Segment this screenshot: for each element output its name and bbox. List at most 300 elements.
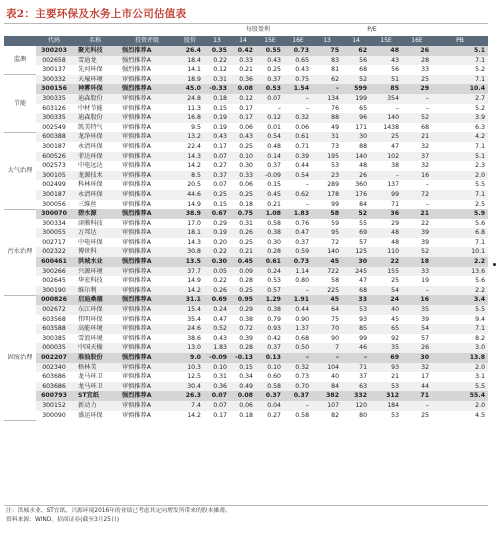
table-row <box>4 267 488 277</box>
cell-e15: 0.27 <box>267 411 281 419</box>
cell-rating: 审慎推荐A <box>118 228 176 238</box>
cell-e13: 0.18 <box>204 94 230 104</box>
cell-p13: 83 <box>312 56 342 66</box>
cell-e13: 0.07 <box>204 391 230 401</box>
cell-p14: 84 <box>359 200 368 208</box>
cell-rating: 强烈推荐A <box>118 46 176 56</box>
cell-e14: 0.06 <box>230 401 256 411</box>
cell-e16: 0.32 <box>284 363 312 373</box>
cell-p14: 52 <box>342 75 370 85</box>
cell-p13: 40 <box>331 373 340 381</box>
cell-e16: – <box>284 94 312 104</box>
cell-p15: 1438 <box>383 123 400 131</box>
cell-pb: 7.1 <box>475 238 486 246</box>
cell-name: 凯美特气 <box>78 123 103 131</box>
cell-price: 14.3 <box>187 238 201 246</box>
cell-price: 9.0 <box>176 353 204 363</box>
cell-e13: 0.22 <box>213 277 227 285</box>
cell-e13: 0.19 <box>204 113 230 123</box>
table-title: 表2：主要环保及水务上市公司估值表 <box>6 8 187 20</box>
cell-name: 龙净环保 <box>72 132 118 142</box>
cell-p15: 48 <box>370 46 402 56</box>
cell-p16: 26 <box>402 46 432 56</box>
cell-e13: 0.31 <box>204 75 230 85</box>
section-label: 大气治理 <box>4 132 36 209</box>
section-label: 监测 <box>4 46 36 75</box>
cell-pb: 3.4 <box>432 295 488 305</box>
cell-e13: 0.15 <box>213 104 227 112</box>
cell-e15: – <box>277 104 281 112</box>
table-row <box>4 372 488 382</box>
cell-rating: 审慎推荐A <box>122 219 151 227</box>
cell-p14: 140 <box>342 152 370 162</box>
cell-e15: 0.58 <box>267 219 281 227</box>
cell-p15: 110 <box>370 247 402 257</box>
cell-pb: 2.0 <box>432 401 488 411</box>
cell-rating: 审慎推荐A <box>122 123 151 131</box>
cell-code: 300187 <box>36 190 72 200</box>
cell-price: 20.5 <box>187 181 201 189</box>
cell-p13: 70 <box>312 324 342 334</box>
table-row <box>4 305 488 315</box>
table-row <box>4 171 488 181</box>
cell-p16: 16 <box>402 171 432 181</box>
cell-p13: 58 <box>312 209 342 219</box>
cell-e16: 0.73 <box>295 373 310 381</box>
cell-e15: 0.13 <box>256 353 284 363</box>
cell-e14: -0.13 <box>230 353 256 363</box>
cell-e14: 0.25 <box>239 142 253 150</box>
cell-p13: 31 <box>312 132 342 142</box>
cell-price: 14.2 <box>176 286 204 296</box>
cell-e14: 0.12 <box>230 94 256 104</box>
cell-p13: 84 <box>312 382 342 392</box>
cell-e15: 1.29 <box>256 295 284 305</box>
column-header: 投资评级 <box>118 36 176 46</box>
table-row <box>4 123 488 133</box>
table-row <box>4 324 488 334</box>
cell-p14: 47 <box>359 277 368 285</box>
cell-p16: 21 <box>402 132 432 142</box>
cell-rating: 审慎推荐A <box>118 267 176 277</box>
cell-e14: 0.25 <box>230 190 256 200</box>
cell-p13: 23 <box>312 171 342 181</box>
cell-rating: 强烈推荐A <box>118 84 176 94</box>
cell-p13: 58 <box>331 277 340 285</box>
cell-p14: 332 <box>342 391 370 401</box>
cell-p16: 32 <box>421 142 430 150</box>
cell-p13: 75 <box>331 315 340 323</box>
cell-name: 永清环保 <box>72 190 118 200</box>
cell-p14: 120 <box>342 401 370 411</box>
cell-e15: 0.28 <box>256 247 284 257</box>
cell-e16: 0.73 <box>284 257 312 267</box>
cell-p16: 33 <box>421 66 430 74</box>
cell-e15: 0.04 <box>256 401 284 411</box>
eps-group-header: 每股盈利 <box>204 24 312 37</box>
cell-p15: 22 <box>370 257 402 267</box>
cell-pb: 5.6 <box>475 277 486 285</box>
cell-e14: 0.75 <box>230 209 256 219</box>
cell-name: 龙马环卫 <box>78 373 103 381</box>
cell-pb: 2.0 <box>432 363 488 373</box>
cell-p14: 88 <box>359 142 368 150</box>
cell-e16: 0.76 <box>295 219 310 227</box>
cell-p13: 75 <box>312 46 342 56</box>
table-row <box>4 180 488 190</box>
cell-e15: 0.24 <box>256 267 284 277</box>
cell-p13: 107 <box>312 401 342 411</box>
cell-price: 13.5 <box>176 257 204 267</box>
cell-rating: 审慎推荐A <box>118 113 176 123</box>
cell-e13: 0.07 <box>204 401 230 411</box>
cell-p13: – <box>312 353 342 363</box>
cell-code: 300190 <box>36 286 72 296</box>
cell-e15: 0.37 <box>267 162 281 170</box>
cell-name: 中材节能 <box>78 104 103 112</box>
cell-name: 维尔利 <box>72 286 118 296</box>
cell-e14: 0.29 <box>230 305 256 315</box>
cell-p14: 30 <box>342 257 370 267</box>
cell-e14: 0.08 <box>230 391 256 401</box>
cell-price: 18.4 <box>176 56 204 66</box>
cell-p13: 178 <box>312 190 342 200</box>
cell-rating: 审慎推荐A <box>122 181 151 189</box>
cell-e15: 0.58 <box>256 382 284 392</box>
cell-p16: 57 <box>421 334 430 342</box>
cell-p14: 65 <box>359 104 368 112</box>
cell-e15: 0.07 <box>256 94 284 104</box>
cell-p14: 52 <box>342 209 370 219</box>
cell-p16: – <box>402 94 432 104</box>
scroll-marker <box>493 263 496 266</box>
cell-pb: 5.1 <box>432 152 488 162</box>
section-label: 固废治理 <box>4 295 36 420</box>
cell-p15: 21 <box>391 373 400 381</box>
table-row <box>4 315 488 325</box>
cell-p13: 140 <box>312 247 342 257</box>
cell-code: 002717 <box>42 238 66 246</box>
cell-code: 300203 <box>36 46 72 56</box>
cell-code: 300332 <box>36 75 72 85</box>
cell-pb: 10.4 <box>432 84 488 94</box>
cell-e16: 0.68 <box>295 334 310 342</box>
cell-e16: 0.70 <box>284 382 312 392</box>
cell-name: 盛运环保 <box>78 411 103 419</box>
cell-e13: 0.27 <box>213 162 227 170</box>
cell-p15: 92 <box>391 334 400 342</box>
cell-name: 龙源技术 <box>72 171 118 181</box>
cell-p14: 171 <box>355 123 368 131</box>
pe-group-header: P/E <box>312 24 432 37</box>
cell-p13: 134 <box>312 94 342 104</box>
cell-p13: 82 <box>331 411 340 419</box>
cell-p14: 176 <box>342 190 370 200</box>
cell-e13: 0.67 <box>204 209 230 219</box>
cell-code: 600526 <box>36 152 72 162</box>
cell-name: 碧水源 <box>72 209 118 219</box>
table-row <box>4 257 488 267</box>
cell-code: 002658 <box>36 56 72 66</box>
cell-p13: 225 <box>312 286 342 296</box>
cell-p16: 54 <box>402 324 432 334</box>
cell-e15: 0.45 <box>256 190 284 200</box>
cell-price: 13.2 <box>176 132 204 142</box>
cell-e14: 0.28 <box>230 343 256 353</box>
cell-e13: 0.31 <box>213 373 227 381</box>
table-row <box>4 391 488 401</box>
cell-price: 24.6 <box>176 324 204 334</box>
cell-pb: 2.2 <box>432 257 488 267</box>
cell-pb: 5.5 <box>475 181 486 189</box>
cell-e13: 0.69 <box>204 295 230 305</box>
cell-price: 10.3 <box>176 363 204 373</box>
cell-price: 30.8 <box>176 247 204 257</box>
table-row <box>4 353 488 363</box>
cell-p13: 45 <box>312 257 342 267</box>
cell-p15: 53 <box>370 382 402 392</box>
cell-p13: 73 <box>331 142 340 150</box>
cell-code: 603588 <box>36 324 72 334</box>
cell-rating: 强烈推荐A <box>122 66 151 74</box>
table-row <box>4 247 488 257</box>
cell-e14: 0.49 <box>230 382 256 392</box>
table-row <box>4 113 488 123</box>
column-header: 14 <box>230 36 256 46</box>
cell-code: 603686 <box>42 373 66 381</box>
cell-e14: 0.17 <box>239 104 253 112</box>
cell-code: 300334 <box>42 219 66 227</box>
column-header: 14 <box>342 36 370 46</box>
cell-e14: 0.26 <box>230 228 256 238</box>
cell-e16: – <box>305 104 310 112</box>
cell-e14: 0.38 <box>239 315 253 323</box>
cell-p16: – <box>402 401 432 411</box>
cell-e13: 0.43 <box>204 132 230 142</box>
cell-p16: 25 <box>402 75 432 85</box>
column-header: 16E <box>402 36 432 46</box>
cell-e16: – <box>284 286 312 296</box>
cell-e15: 0.37 <box>256 391 284 401</box>
cell-e14: 0.15 <box>230 363 256 373</box>
cell-name: 格林美 <box>72 363 118 373</box>
cell-rating: 审慎推荐A <box>118 401 176 411</box>
cell-e14: 0.39 <box>239 334 253 342</box>
cell-price: 35.4 <box>187 315 201 323</box>
cell-e15: 0.61 <box>256 257 284 267</box>
cell-code: 603686 <box>36 382 72 392</box>
cell-p14: 96 <box>342 113 370 123</box>
cell-p14: 99 <box>359 334 368 342</box>
cell-p16: 71 <box>402 391 432 401</box>
cell-p15: 38 <box>391 162 400 170</box>
cell-name: 科林环保 <box>78 181 103 189</box>
cell-e15: 0.38 <box>256 305 284 315</box>
cell-e13: 0.52 <box>204 324 230 334</box>
cell-code: 300385 <box>42 334 66 342</box>
cell-code: 002340 <box>36 363 72 373</box>
cell-price: 15.4 <box>176 305 204 315</box>
cell-e14: 0.95 <box>230 295 256 305</box>
table-row <box>4 200 488 210</box>
cell-code: 603126 <box>42 104 66 112</box>
cell-e13: 0.07 <box>204 152 230 162</box>
cell-code: 002322 <box>36 247 72 257</box>
cell-p16: – <box>402 286 432 296</box>
cell-rating: 审慎推荐A <box>122 162 151 170</box>
cell-pb: 2.5 <box>475 200 486 208</box>
cell-p13: 45 <box>312 295 342 305</box>
cell-p16: 33 <box>402 267 432 277</box>
cell-pb: 7.1 <box>432 190 488 200</box>
cell-e14: 0.10 <box>230 152 256 162</box>
bottom-rule <box>4 505 488 506</box>
cell-price: 26.3 <box>176 391 204 401</box>
section-label: 污水治理 <box>4 209 36 295</box>
cell-p16: 39 <box>421 238 430 246</box>
cell-name: 津膜科技 <box>78 219 103 227</box>
cell-p14: 46 <box>342 343 370 353</box>
cell-e15: 0.42 <box>267 334 281 342</box>
cell-p15: 47 <box>391 142 400 150</box>
cell-p15: 85 <box>370 84 402 94</box>
cell-p15: 35 <box>370 343 402 353</box>
cell-rating: 审慎推荐A <box>118 382 176 392</box>
cell-price: 31.1 <box>176 295 204 305</box>
cell-e13: 0.47 <box>213 315 227 323</box>
cell-e13: 1.83 <box>204 343 230 353</box>
cell-pb: 8.2 <box>475 334 486 342</box>
cell-p15: 137 <box>387 181 400 189</box>
cell-e16: 0.62 <box>284 190 312 200</box>
cell-p16: 35 <box>402 305 432 315</box>
cell-price: 8.5 <box>176 171 204 181</box>
cell-e16: 0.43 <box>295 66 310 74</box>
cell-p13: 76 <box>331 104 340 112</box>
section-label: 节能 <box>4 75 36 133</box>
cell-e14: 0.30 <box>239 162 253 170</box>
cell-p14: 26 <box>342 171 370 181</box>
cell-p14: 68 <box>342 286 370 296</box>
cell-name: 三维丝 <box>78 200 97 208</box>
cell-rating: 审慎推荐A <box>122 238 151 246</box>
cell-rating: 审慎推荐A <box>118 132 176 142</box>
cell-rating: 强烈推荐A <box>118 56 176 66</box>
cell-e13: 0.37 <box>204 171 230 181</box>
cell-code: 000035 <box>36 343 72 353</box>
cell-e15: 0.10 <box>256 363 284 373</box>
cell-name: 龙马环卫 <box>72 382 118 392</box>
table-row <box>4 209 488 219</box>
cell-p15: 312 <box>370 391 402 401</box>
cell-rating: 审慎推荐A <box>118 152 176 162</box>
cell-p15: 48 <box>370 228 402 238</box>
cell-e13: 0.30 <box>204 257 230 267</box>
valuation-table <box>4 23 488 421</box>
cell-p14: 245 <box>342 267 370 277</box>
cell-e14: 0.18 <box>239 200 253 208</box>
cell-e13: 0.25 <box>204 190 230 200</box>
cell-rating: 审慎推荐A <box>118 286 176 296</box>
cell-p15: 65 <box>370 324 402 334</box>
cell-p16: – <box>425 104 430 112</box>
cell-code: 300137 <box>42 66 66 74</box>
cell-name: 高能环境 <box>72 324 118 334</box>
table-row <box>4 286 488 296</box>
cell-e16: 0.75 <box>284 75 312 85</box>
cell-e16: 0.39 <box>284 152 312 162</box>
cell-rating: 审慎推荐A <box>118 343 176 353</box>
cell-name: 洪城水业 <box>72 257 118 267</box>
cell-name: 伟明环保 <box>78 315 103 323</box>
cell-e13: 0.43 <box>213 334 227 342</box>
cell-e15: 0.30 <box>267 238 281 246</box>
footnote-note: 注：洪城水业、ST宜纸、兴源环境2016年的业绩已考虑其定向增发所带来的股本摊薄。 <box>6 508 231 514</box>
cell-p14: 125 <box>342 247 370 257</box>
cell-e16: 1.14 <box>284 267 312 277</box>
cell-e14: 0.09 <box>230 267 256 277</box>
cell-name: 迪森股份 <box>72 113 118 123</box>
cell-e14: 0.36 <box>230 75 256 85</box>
cell-p15: 155 <box>370 267 402 277</box>
cell-e16: 0.44 <box>284 305 312 315</box>
cell-e14: 0.17 <box>230 113 256 123</box>
cell-p15: 29 <box>391 219 400 227</box>
cell-e14: 0.21 <box>239 66 253 74</box>
cell-p13: 59 <box>331 219 340 227</box>
cell-e15: 0.15 <box>267 181 281 189</box>
cell-code: 300335 <box>36 113 72 123</box>
cell-code: 300090 <box>42 411 66 419</box>
cell-code: 002645 <box>42 277 66 285</box>
footnote-source: 资料来源：WIND，招商证券(截至3月25日) <box>6 517 119 523</box>
cell-price: 14.2 <box>187 162 201 170</box>
cell-price: 38.6 <box>187 334 201 342</box>
cell-p14: 48 <box>359 162 368 170</box>
cell-pb: 6.8 <box>432 228 488 238</box>
cell-p14: 71 <box>342 363 370 373</box>
cell-rating: 审慎推荐A <box>122 104 151 112</box>
cell-pb: 3.0 <box>432 343 488 353</box>
cell-e15: -0.09 <box>256 171 284 181</box>
cell-e14: 0.43 <box>230 132 256 142</box>
cell-price: 26.4 <box>176 46 204 56</box>
cell-e16: 1.83 <box>284 209 312 219</box>
cell-e13: 0.19 <box>213 123 227 131</box>
cell-pb: 5.6 <box>475 219 486 227</box>
cell-e14: 0.72 <box>230 324 256 334</box>
cell-p15: 51 <box>370 75 402 85</box>
cell-e13: 0.12 <box>213 66 227 74</box>
cell-pb: 5.5 <box>432 382 488 392</box>
cell-e13: -0.33 <box>204 84 230 94</box>
cell-name: ST宜纸 <box>72 391 118 401</box>
cell-e13: 0.24 <box>204 305 230 315</box>
cell-p16: 37 <box>402 152 432 162</box>
cell-e13: 0.29 <box>213 219 227 227</box>
cell-price: 14.9 <box>187 277 201 285</box>
cell-e13: 0.20 <box>213 238 227 246</box>
cell-p15: 40 <box>370 305 402 315</box>
cell-p16: 52 <box>402 247 432 257</box>
cell-p15: 102 <box>370 152 402 162</box>
column-header: 15E <box>256 36 284 46</box>
cell-price: 12.5 <box>187 373 201 381</box>
column-header: 13 <box>204 36 230 46</box>
table-row <box>4 334 488 344</box>
cell-p14: 62 <box>342 46 370 56</box>
cell-rating: 强烈推荐A <box>118 353 176 363</box>
